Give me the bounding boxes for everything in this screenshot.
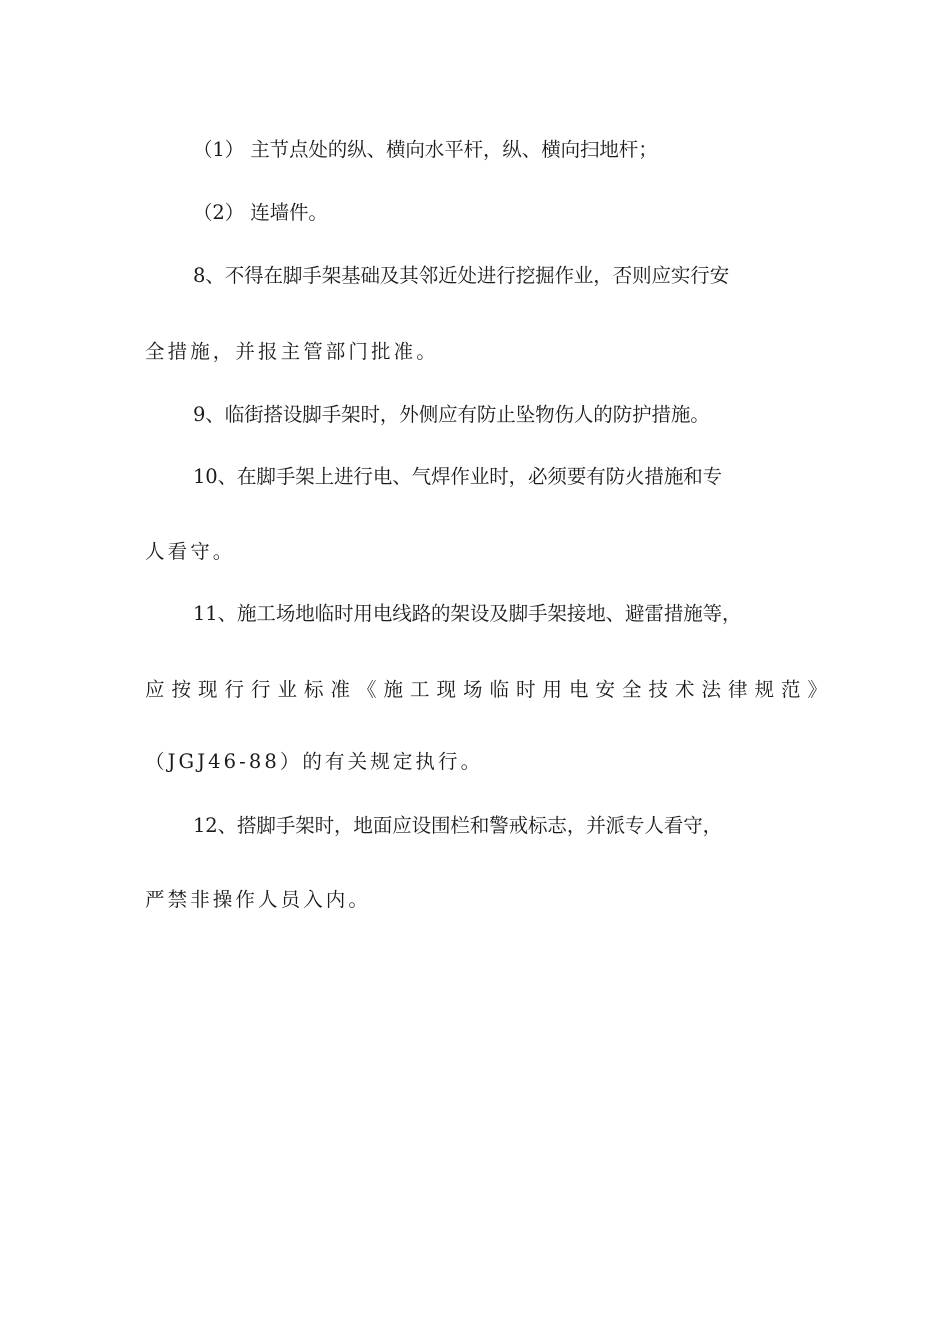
item-10-line-1: 10、在脚手架上进行电、气焊作业时，必须要有防火措施和专 xyxy=(193,465,723,488)
item-11-line-2: 应按现行行业标准《施工现场临时用电安全技术法律规范》 xyxy=(145,678,827,701)
item-9-line-1: 9、临街搭设脚手架时，外侧应有防止坠物伤人的防护措施。 xyxy=(193,403,710,426)
item-11-line-1: 11、施工场地临时用电线路的架设及脚手架接地、避雷措施等， xyxy=(193,602,742,625)
item-sub-1: （1） 主节点处的纵、横向水平杆，纵、横向扫地杆； xyxy=(193,138,658,161)
item-sub-2: （2） 连墙件。 xyxy=(193,201,328,224)
item-8-line-1: 8、不得在脚手架基础及其邻近处进行挖掘作业，否则应实行安 xyxy=(193,264,730,287)
item-12-line-1: 12、搭脚手架时，地面应设围栏和警戒标志，并派专人看守， xyxy=(193,814,723,837)
item-11-line-3: （JGJ46-88）的有关规定执行。 xyxy=(145,750,484,773)
item-10-line-2: 人看守。 xyxy=(145,540,236,563)
item-12-line-2: 严禁非操作人员入内。 xyxy=(145,888,372,911)
item-8-line-2: 全措施，并报主管部门批准。 xyxy=(145,340,439,363)
